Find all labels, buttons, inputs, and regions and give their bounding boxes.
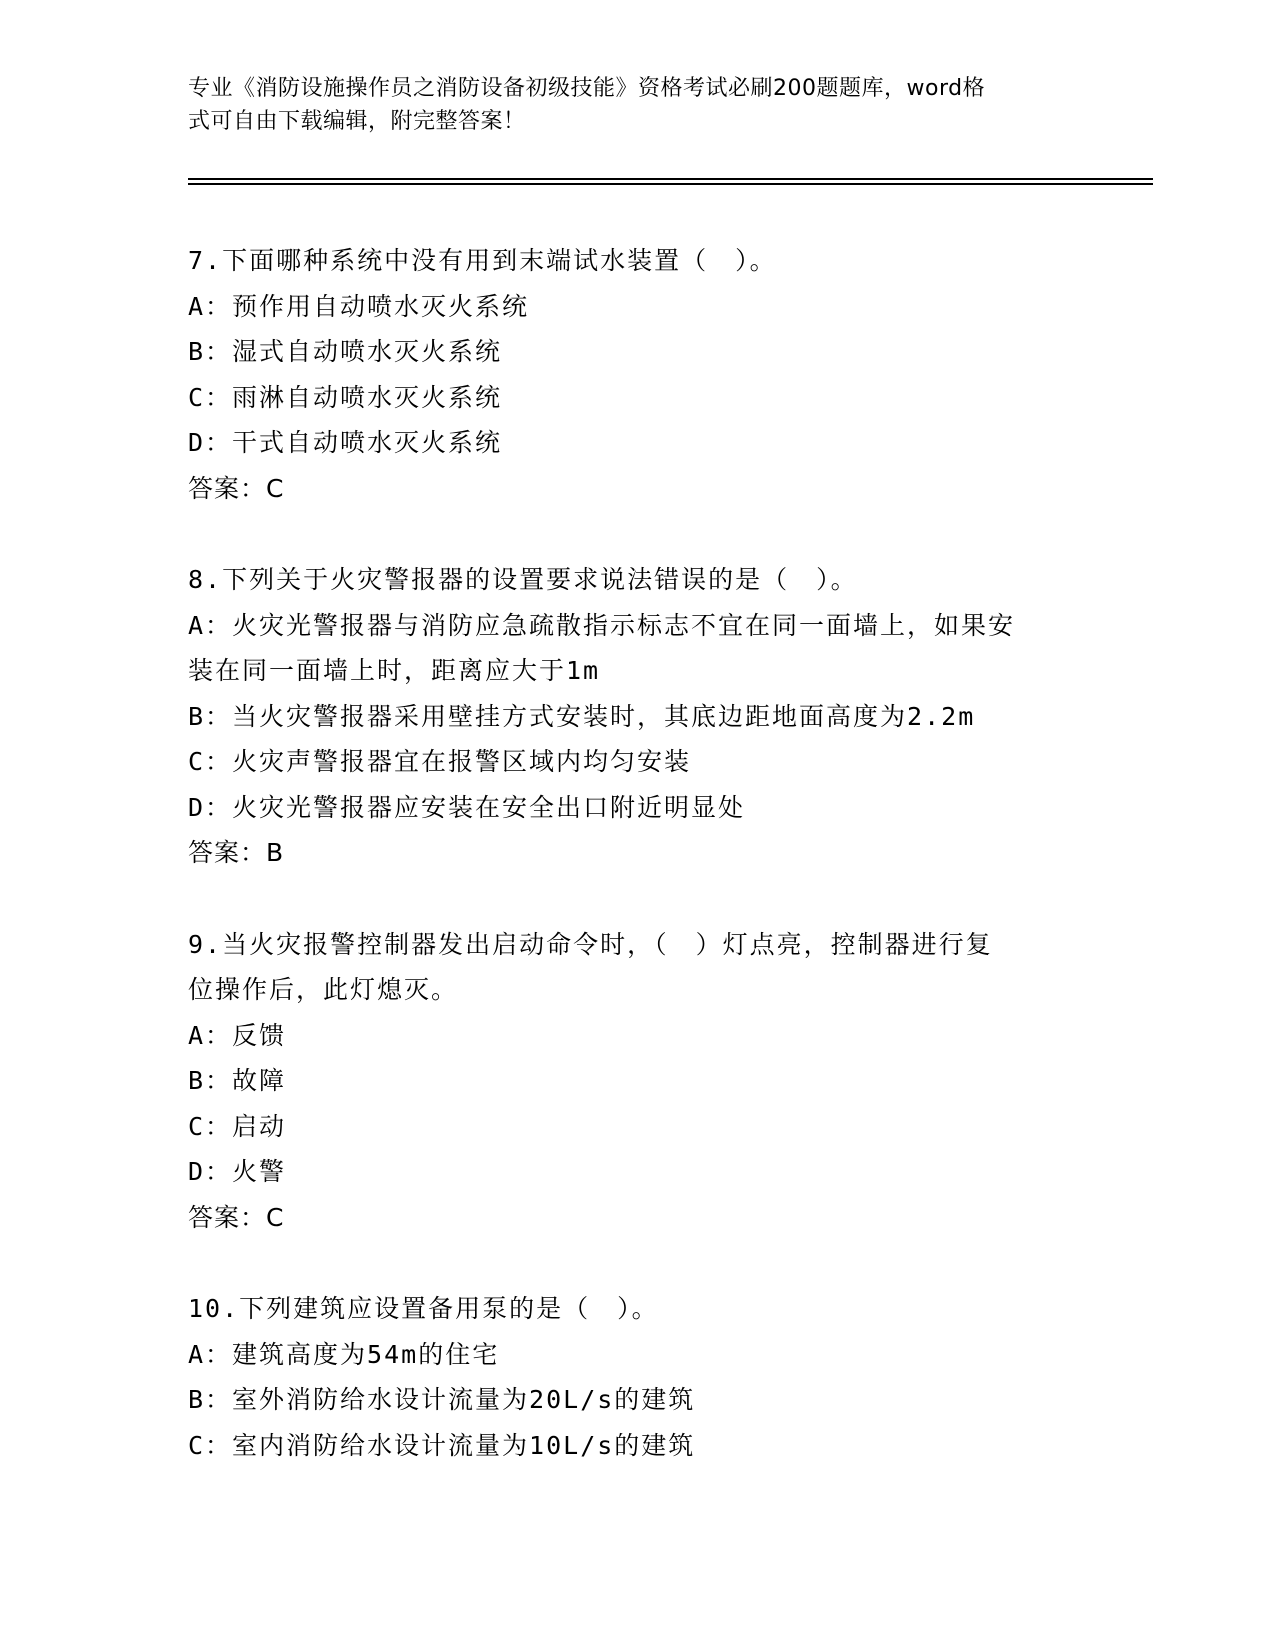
option-a-continued: 装在同一面墙上时，距离应大于1m bbox=[188, 656, 601, 685]
question-stem: 8.下列关于火灾警报器的设置要求说法错误的是（ ）。 bbox=[188, 565, 858, 594]
header-rule-bottom bbox=[188, 183, 1153, 185]
option-b: B：故障 bbox=[188, 1066, 287, 1095]
document-header bbox=[188, 72, 1068, 138]
option-a: A：预作用自动喷水灭火系统 bbox=[188, 291, 530, 321]
question-list bbox=[188, 238, 1088, 1468]
question-stem: 10.下列建筑应设置备用泵的是（ ）。 bbox=[188, 1294, 659, 1323]
option-d: D：火警 bbox=[188, 1157, 287, 1186]
option-d: D：火灾光警报器应安装在安全出口附近明显处 bbox=[188, 792, 746, 822]
option-d: D：干式自动喷水灭火系统 bbox=[188, 428, 503, 457]
option-b: B：当火灾警报器采用壁挂方式安装时，其底边距地面高度为2.2m bbox=[188, 701, 976, 731]
question-block bbox=[188, 557, 1088, 876]
option-a: A：火灾光警报器与消防应急疏散指示标志不宜在同一面墙上，如果安 bbox=[188, 610, 1016, 640]
question-block bbox=[188, 238, 1088, 511]
option-c: C：火灾声警报器宜在报警区域内均匀安装 bbox=[188, 747, 692, 776]
answer-line: 答案：B bbox=[188, 838, 285, 867]
question-block bbox=[188, 1286, 1088, 1468]
answer-line: 答案：C bbox=[188, 1202, 285, 1232]
header-line-1: 专业《消防设施操作员之消防设备初级技能》资格考试必刷200题题库，word格 bbox=[188, 76, 986, 101]
option-b: B：室外消防给水设计流量为20L/s的建筑 bbox=[188, 1385, 696, 1414]
question-stem: 9.当火灾报警控制器发出启动命令时，（ ）灯点亮，控制器进行复 bbox=[188, 929, 993, 959]
question-stem: 7.下面哪种系统中没有用到末端试水装置（ ）。 bbox=[188, 246, 777, 275]
option-c: C：室内消防给水设计流量为10L/s的建筑 bbox=[188, 1430, 696, 1460]
option-c: C：雨淋自动喷水灭火系统 bbox=[188, 382, 503, 412]
header-line-2: 式可自由下载编辑，附完整答案！ bbox=[188, 109, 526, 134]
option-c: C：启动 bbox=[188, 1111, 287, 1141]
option-b: B：湿式自动喷水灭火系统 bbox=[188, 337, 503, 366]
option-a: A：反馈 bbox=[188, 1020, 287, 1050]
option-a: A：建筑高度为54m的住宅 bbox=[188, 1339, 500, 1369]
question-block bbox=[188, 922, 1088, 1241]
header-rule-top bbox=[188, 178, 1153, 180]
question-stem-continued: 位操作后，此灯熄灭。 bbox=[188, 975, 459, 1004]
answer-line: 答案：C bbox=[188, 473, 285, 503]
